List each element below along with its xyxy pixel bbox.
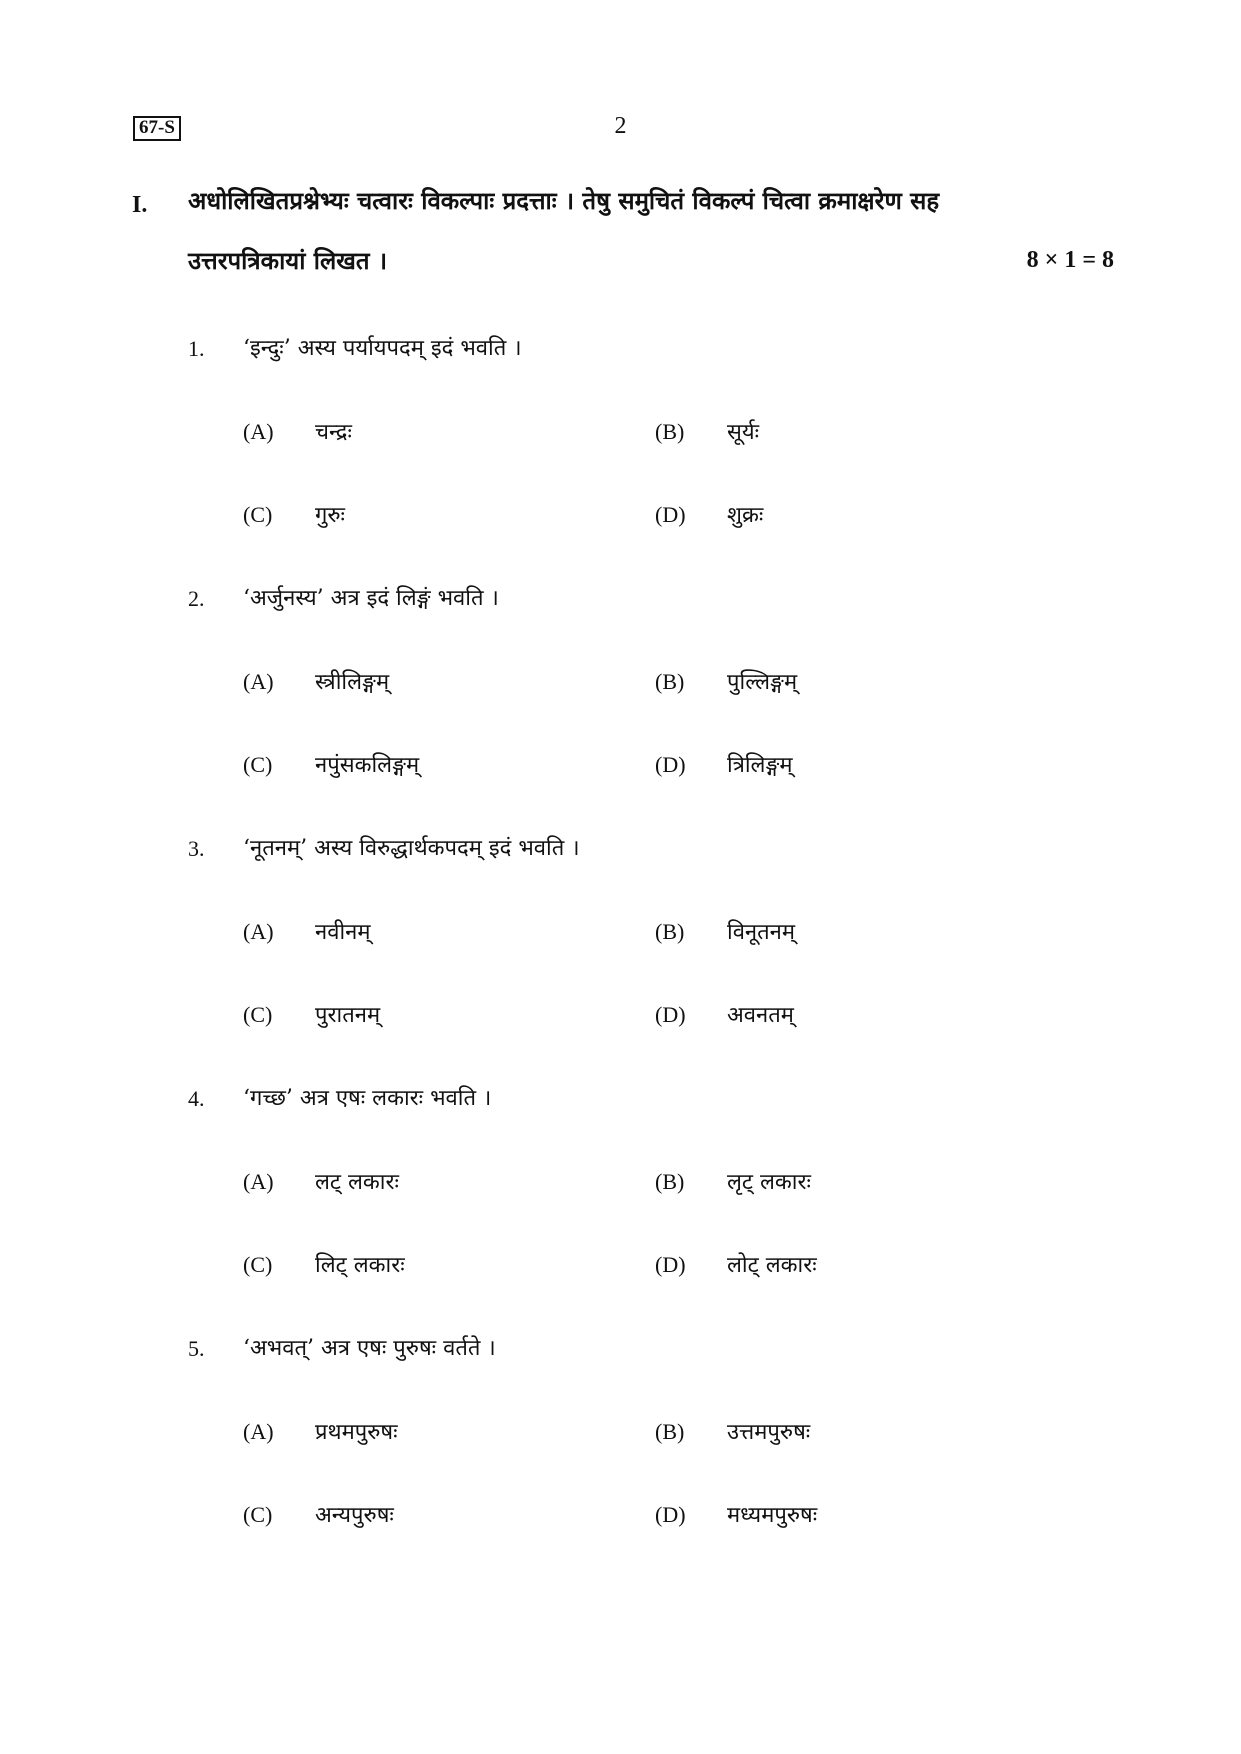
option-letter: (B) [655, 1169, 685, 1194]
option-letter: (D) [655, 502, 686, 527]
option-letter: (C) [243, 752, 273, 777]
question-text: ‘इन्दुः’ अस्य पर्यायपदम् इदं भवति । [243, 336, 522, 361]
option-letter: (A) [243, 1419, 274, 1444]
marks-allocation: 8 × 1 = 8 [1026, 247, 1114, 273]
question-number: 2. [188, 586, 205, 611]
option-letter: (B) [655, 419, 685, 444]
option-letter: (B) [655, 669, 685, 694]
option-text: प्रथमपुरुषः [315, 1420, 398, 1445]
option-letter: (A) [243, 919, 274, 944]
option-text: नपुंसकलिङ्गम् [315, 753, 420, 778]
section-instruction: अधोलिखितप्रश्नेभ्यः चत्वारः विकल्पाः प्रदत्ताः । तेषु समुचितं विकल्पं चित्वा क्रमाक्षरेण सह [188, 186, 940, 215]
option-text: शुक्रः [727, 503, 764, 528]
option-text: अवनतम् [727, 1003, 794, 1028]
option-text: गुरुः [315, 503, 345, 528]
option-text: उत्तमपुरुषः [727, 1420, 811, 1445]
option-letter: (D) [655, 1002, 686, 1027]
option-text: पुरातनम् [315, 1003, 381, 1028]
option-text: सूर्यः [727, 420, 760, 445]
option-letter: (C) [243, 1002, 273, 1027]
option-letter: (C) [243, 502, 273, 527]
option-text: अन्यपुरुषः [315, 1503, 394, 1528]
option-text: विनूतनम् [727, 920, 796, 945]
question-number: 3. [188, 836, 205, 861]
section-instruction-continued: उत्तरपत्रिकायां लिखत । [188, 246, 388, 275]
question-text: ‘अभवत्’ अत्र एषः पुरुषः वर्तते । [243, 1336, 496, 1361]
option-letter: (A) [243, 1169, 274, 1194]
option-text: लिट् लकारः [315, 1253, 405, 1278]
option-text: नवीनम् [315, 920, 371, 945]
option-letter: (D) [655, 1502, 686, 1527]
page-number: 2 [614, 113, 627, 139]
option-text: लोट् लकारः [727, 1253, 817, 1278]
option-text: मध्यमपुरुषः [727, 1503, 818, 1528]
option-text: चन्द्रः [315, 420, 352, 445]
option-letter: (C) [243, 1502, 273, 1527]
option-letter: (D) [655, 1252, 686, 1277]
question-text: ‘गच्छ’ अत्र एषः लकारः भवति । [243, 1086, 492, 1111]
question-number: 5. [188, 1336, 205, 1361]
option-text: त्रिलिङ्गम् [727, 753, 793, 778]
option-letter: (D) [655, 752, 686, 777]
section-label: I. [132, 192, 148, 218]
option-letter: (C) [243, 1252, 273, 1277]
option-letter: (A) [243, 669, 274, 694]
option-text: लट् लकारः [315, 1170, 399, 1195]
question-number: 1. [188, 336, 205, 361]
paper-code: 67-S [133, 116, 181, 141]
option-text: स्त्रीलिङ्गम् [315, 670, 390, 695]
option-letter: (B) [655, 1419, 685, 1444]
option-text: पुल्लिङ्गम् [727, 670, 798, 695]
option-letter: (A) [243, 419, 274, 444]
option-letter: (B) [655, 919, 685, 944]
question-text: ‘नूतनम्’ अस्य विरुद्धार्थकपदम् इदं भवति । [243, 836, 580, 861]
question-number: 4. [188, 1086, 205, 1111]
question-text: ‘अर्जुनस्य’ अत्र इदं लिङ्गं भवति । [243, 586, 499, 611]
option-text: लृट् लकारः [727, 1170, 811, 1195]
